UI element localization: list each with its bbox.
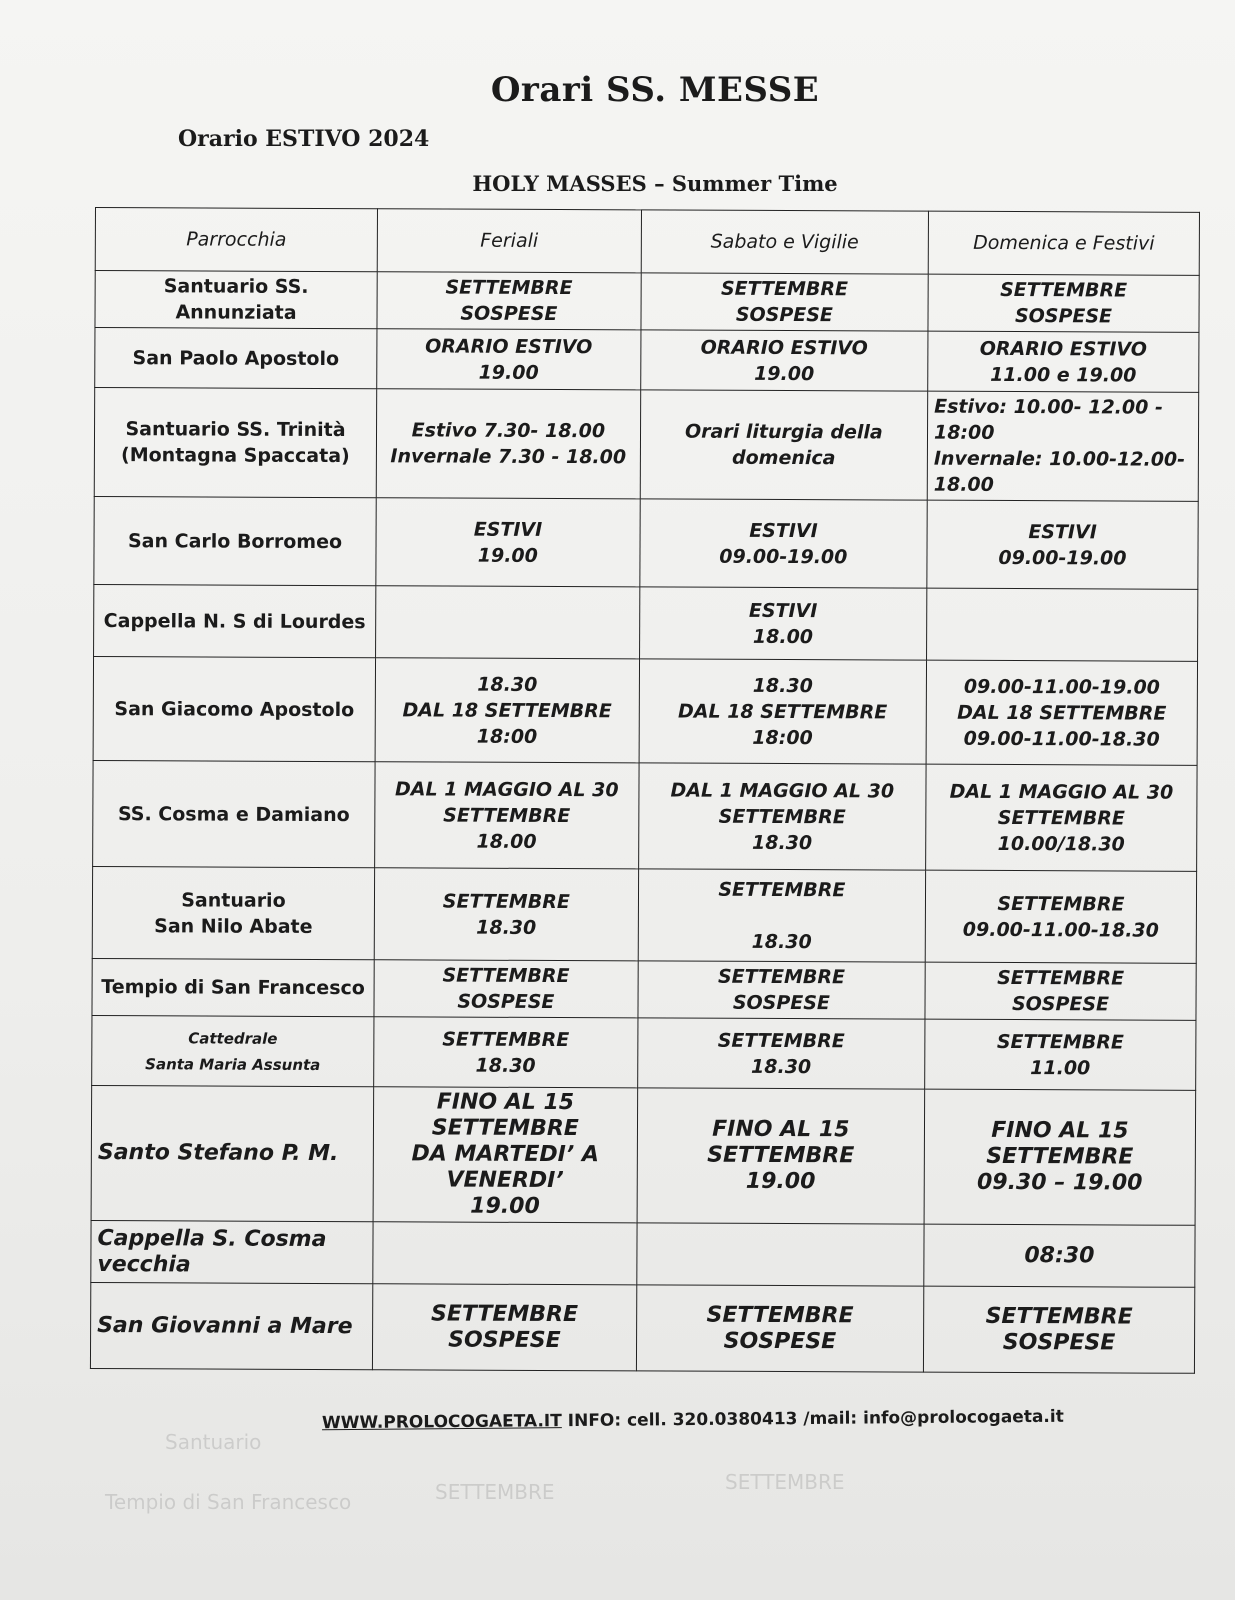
column-header-weekdays: Feriali	[377, 209, 641, 273]
table-row	[94, 388, 1198, 502]
parish-cell: Santo Stefano P. M.	[91, 1085, 374, 1221]
parish-cell: Santuario San Nilo Abate	[92, 866, 374, 959]
parish-cell: Santuario SS. Annunziata	[95, 271, 377, 329]
ghost-text: Santuario	[165, 1430, 262, 1454]
weekday-times-cell: DAL 1 MAGGIO AL 30 SETTEMBRE 18.00	[375, 762, 639, 869]
sunday-times-cell: FINO AL 15 SETTEMBRE 09.30 – 19.00	[924, 1089, 1196, 1225]
weekday-times-cell: SETTEMBRE SOSPESE	[377, 272, 641, 330]
sunday-times-cell: ORARIO ESTIVO 11.00 e 19.00	[928, 331, 1199, 392]
table-row	[91, 1220, 1195, 1287]
saturday-times-cell: SETTEMBRE SOSPESE	[636, 1285, 924, 1372]
parish-cell: San Giovanni a Mare	[90, 1282, 372, 1369]
parish-cell: San Giacomo Apostolo	[93, 656, 375, 761]
weekday-times-cell: SETTEMBRE SOSPESE	[372, 1284, 636, 1371]
saturday-times-cell: DAL 1 MAGGIO AL 30 SETTEMBRE 18.30	[638, 763, 926, 870]
weekday-times-cell	[373, 1222, 637, 1285]
ghost-text: SETTEMBRE	[725, 1470, 845, 1494]
sunday-times-cell: SETTEMBRE SOSPESE	[923, 1286, 1194, 1373]
bleed-through-shadow	[95, 1430, 1175, 1600]
saturday-times-cell: SETTEMBRE SOSPESE	[641, 273, 928, 331]
saturday-times-cell: Orari liturgia della domenica	[640, 390, 928, 500]
season-subtitle: Orario ESTIVO 2024	[178, 126, 430, 152]
table-row	[93, 656, 1197, 765]
parish-cell: Cappella S. Cosma vecchia	[91, 1220, 373, 1283]
saturday-times-cell: ORARIO ESTIVO 19.00	[640, 330, 927, 391]
parish-cell: Cattedrale Santa Maria Assunta	[92, 1015, 374, 1086]
weekday-times-cell: ORARIO ESTIVO 19.00	[377, 329, 641, 390]
table-row	[93, 760, 1197, 871]
table-header-row	[95, 208, 1199, 276]
sunday-times-cell: 09.00-11.00-19.00 DAL 18 SETTEMBRE 09.00-11.00-18.30	[926, 660, 1197, 765]
sunday-times-cell: SETTEMBRE SOSPESE	[928, 274, 1199, 332]
saturday-times-cell: 18.30 DAL 18 SETTEMBRE 18:00	[639, 659, 927, 764]
table-row	[92, 866, 1196, 963]
website-link[interactable]: WWW.PROLOCOGAETA.IT	[321, 1411, 562, 1434]
sunday-times-cell: DAL 1 MAGGIO AL 30 SETTEMBRE 10.00/18.30	[926, 764, 1197, 871]
footer-contact	[322, 1407, 1064, 1433]
saturday-times-cell: ESTIVI 09.00-19.00	[640, 499, 928, 588]
table-row	[92, 958, 1196, 1020]
table-row	[95, 328, 1199, 393]
weekday-times-cell: SETTEMBRE 18.30	[374, 868, 638, 961]
sunday-times-cell: 08:30	[924, 1224, 1195, 1287]
saturday-times-cell	[637, 1223, 925, 1286]
ghost-text: SETTEMBRE	[435, 1480, 555, 1504]
sunday-times-cell: SETTEMBRE 11.00	[925, 1019, 1196, 1090]
parish-cell: SS. Cosma e Damiano	[93, 760, 375, 867]
parish-cell: Tempio di San Francesco	[92, 958, 374, 1016]
ghost-text: Tempio di San Francesco	[105, 1490, 352, 1514]
sunday-times-cell: SETTEMBRE SOSPESE	[925, 962, 1196, 1020]
parish-cell: Santuario SS. Trinità (Montagna Spaccata)	[94, 388, 376, 498]
parish-cell: San Carlo Borromeo	[94, 496, 376, 585]
weekday-times-cell: FINO AL 15 SETTEMBRE DA MARTEDI’ A VENERDI’ 19.00	[373, 1087, 637, 1223]
contact-info: INFO: cell. 320.0380413 /mail: info@prolocogaeta.it	[561, 1406, 1064, 1432]
parish-cell: San Paolo Apostolo	[95, 328, 377, 389]
weekday-times-cell: ESTIVI 19.00	[376, 498, 640, 587]
weekday-times-cell: 18.30 DAL 18 SETTEMBRE 18:00	[375, 658, 639, 763]
saturday-times-cell: ESTIVI 18.00	[639, 587, 927, 660]
table-row	[94, 584, 1198, 661]
saturday-times-cell: SETTEMBRE SOSPESE	[638, 961, 925, 1019]
weekday-times-cell: Estivo 7.30- 18.00 Invernale 7.30 - 18.00	[376, 389, 640, 499]
parish-cell: Cappella N. S di Lourdes	[94, 584, 376, 657]
weekday-times-cell	[376, 586, 640, 659]
sunday-times-cell: ESTIVI 09.00-19.00	[927, 500, 1198, 589]
sunday-times-cell: SETTEMBRE 09.00-11.00-18.30	[925, 870, 1196, 963]
weekday-times-cell: SETTEMBRE 18.30	[374, 1017, 638, 1088]
table-row	[91, 1085, 1196, 1225]
mass-schedule-table	[90, 207, 1200, 1374]
saturday-times-cell: SETTEMBRE 18.30	[638, 869, 926, 962]
sunday-times-cell: Estivo: 10.00- 12.00 - 18:00 Invernale: 10.00-12.00- 18.00	[927, 391, 1198, 501]
table-row	[95, 271, 1199, 333]
column-header-parish: Parrocchia	[95, 208, 377, 272]
weekday-times-cell: SETTEMBRE SOSPESE	[374, 960, 638, 1018]
table-row	[92, 1015, 1196, 1090]
table-row	[94, 496, 1198, 589]
english-subtitle: HOLY MASSES – Summer Time	[472, 171, 838, 196]
saturday-times-cell: SETTEMBRE 18.30	[637, 1018, 925, 1089]
sunday-times-cell	[927, 588, 1198, 661]
page-title: Orari SS. MESSE	[490, 70, 820, 110]
column-header-saturday: Sabato e Vigilie	[641, 210, 929, 274]
column-header-sunday: Domenica e Festivi	[928, 211, 1199, 275]
table-row	[90, 1282, 1194, 1373]
saturday-times-cell: FINO AL 15 SETTEMBRE 19.00	[637, 1088, 925, 1224]
